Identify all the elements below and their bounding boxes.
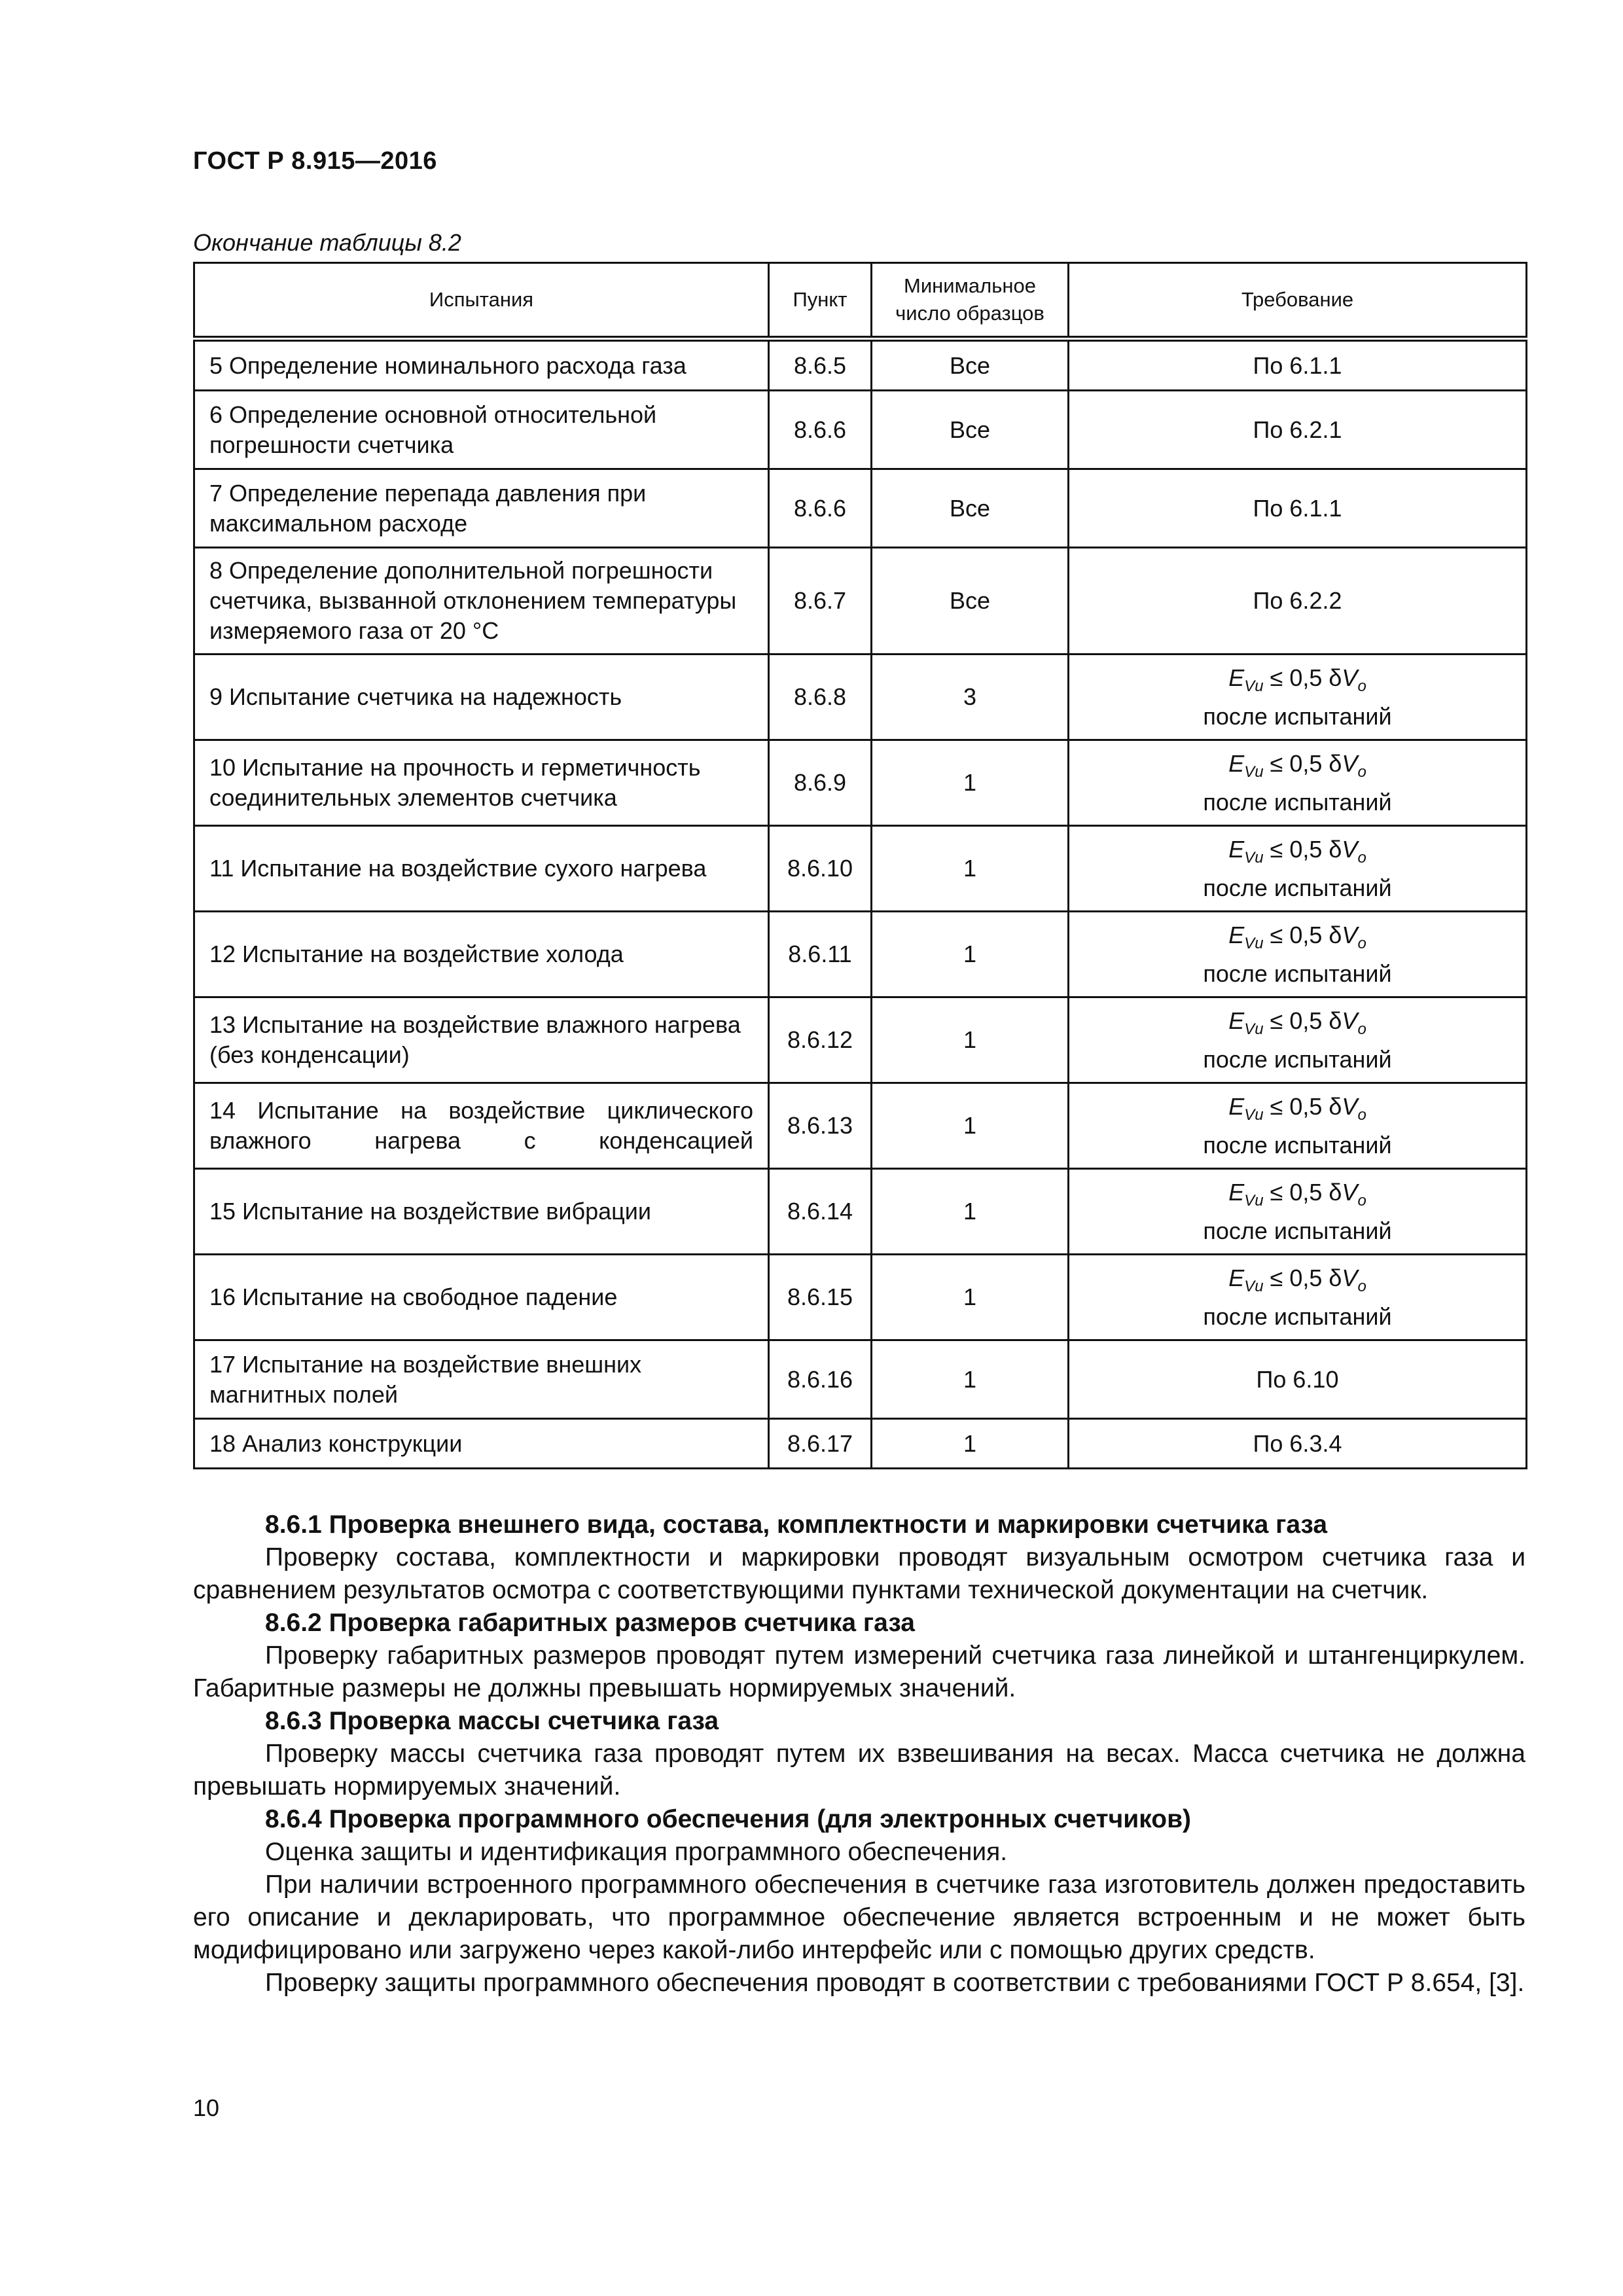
cell-requirement: По 6.2.2 [1069, 548, 1527, 655]
cell-test-name: 7 Определение перепада давления при максимальном расходе [194, 469, 769, 548]
table-row [194, 548, 1527, 655]
formula-relation: ≤ 0,5 δ [1263, 1178, 1342, 1206]
cell-min-samples: 1 [872, 826, 1069, 912]
requirement-note: после испытаний [1203, 960, 1392, 987]
formula-e-subscript: Vи [1244, 934, 1264, 952]
cell-min-samples: Все [872, 469, 1069, 548]
col-header-test: Испытания [194, 263, 769, 339]
page-number: 10 [193, 2094, 220, 2121]
formula-v-subscript: о [1357, 1277, 1366, 1295]
requirement-formula [1075, 834, 1520, 873]
table-row [194, 1169, 1527, 1255]
formula-v: V [1342, 1264, 1358, 1291]
cell-requirement [1069, 1255, 1527, 1340]
cell-test-name: 6 Определение основной относительной погрешности счетчика [194, 391, 769, 469]
formula-v-subscript: о [1357, 1191, 1366, 1210]
formula-relation: ≤ 0,5 δ [1263, 835, 1342, 863]
cell-requirement: По 6.1.1 [1069, 339, 1527, 391]
cell-test-name: 12 Испытание на воздействие холода [194, 912, 769, 997]
cell-clause: 8.6.15 [769, 1255, 872, 1340]
formula-v: V [1342, 1178, 1358, 1206]
formula-e: E [1228, 835, 1245, 863]
formula-relation: ≤ 0,5 δ [1263, 921, 1342, 948]
formula-e-subscript: Vи [1244, 1105, 1264, 1124]
cell-clause: 8.6.14 [769, 1169, 872, 1255]
formula-e-subscript: Vи [1244, 1191, 1264, 1210]
col-header-min-samples: Минимальное число образцов [872, 263, 1069, 339]
paragraph: Проверку габаритных размеров проводят путем измерений счетчика газа линейкой и штангенциркулем. Габаритные размеры не должны превышать нормируемых значений. [193, 1641, 1525, 1702]
paragraph: Проверку состава, комплектности и маркировки проводят визуальным осмотром счетчика газа и сравнением результатов осмотра с соответствующими пунктами технической документации на счетчик. [193, 1543, 1525, 1604]
requirement-formula [1075, 1092, 1520, 1130]
cell-clause: 8.6.10 [769, 826, 872, 912]
paragraph: Оценка защиты и идентификация программного обеспечения. [265, 1838, 1008, 1866]
cell-clause: 8.6.16 [769, 1340, 872, 1419]
document-header: ГОСТ Р 8.915—2016 [193, 147, 437, 175]
table-row [194, 339, 1527, 391]
cell-clause: 8.6.7 [769, 548, 872, 655]
requirement-formula [1075, 920, 1520, 959]
requirement-formula [1075, 1177, 1520, 1216]
table-row [194, 997, 1527, 1083]
table-row [194, 912, 1527, 997]
cell-requirement [1069, 1083, 1527, 1169]
cell-min-samples: 1 [872, 1083, 1069, 1169]
formula-v: V [1342, 1092, 1358, 1120]
col-header-clause: Пункт [769, 263, 872, 339]
formula-v: V [1342, 749, 1358, 777]
cell-min-samples: 1 [872, 740, 1069, 826]
cell-requirement [1069, 912, 1527, 997]
cell-min-samples: 3 [872, 655, 1069, 740]
requirement-formula [1075, 749, 1520, 787]
cell-clause: 8.6.9 [769, 740, 872, 826]
formula-v-subscript: о [1357, 762, 1366, 781]
table-caption: Окончание таблицы 8.2 [193, 229, 461, 256]
table-row [194, 391, 1527, 469]
table-row [194, 1255, 1527, 1340]
formula-relation: ≤ 0,5 δ [1263, 664, 1342, 691]
formula-e-subscript: Vи [1244, 677, 1264, 695]
formula-v: V [1342, 1007, 1358, 1034]
cell-min-samples: Все [872, 339, 1069, 391]
formula-relation: ≤ 0,5 δ [1263, 749, 1342, 777]
cell-min-samples: 1 [872, 1419, 1069, 1469]
cell-min-samples: 1 [872, 912, 1069, 997]
cell-test-name: 10 Испытание на прочность и герметичность соединительных элементов счетчика [194, 740, 769, 826]
table-row [194, 655, 1527, 740]
paragraph: При наличии встроенного программного обеспечения в счетчике газа изготовитель должен предоставить его описание и декларировать, что программное обеспечение является встроенным и не может быть модифицировано или загружено через какой-либо интерфейс или с помощью других средств. [193, 1871, 1525, 1964]
formula-v-subscript: о [1357, 677, 1366, 695]
cell-test-name: 11 Испытание на воздействие сухого нагрева [194, 826, 769, 912]
cell-test-name: 18 Анализ конструкции [194, 1419, 769, 1469]
cell-clause: 8.6.8 [769, 655, 872, 740]
paragraph: Проверку защиты программного обеспечения проводят в соответствии с требованиями ГОСТ Р 8.654, [3]. [265, 1969, 1525, 1997]
cell-requirement [1069, 826, 1527, 912]
cell-min-samples: Все [872, 391, 1069, 469]
tests-table [193, 262, 1527, 1469]
table-row [194, 1419, 1527, 1469]
table-row [194, 1340, 1527, 1419]
formula-v-subscript: о [1357, 934, 1366, 952]
formula-e: E [1228, 749, 1245, 777]
requirement-formula [1075, 663, 1520, 702]
table-row [194, 740, 1527, 826]
cell-clause: 8.6.11 [769, 912, 872, 997]
cell-clause: 8.6.17 [769, 1419, 872, 1469]
requirement-note: после испытаний [1203, 874, 1392, 901]
cell-test-name: 5 Определение номинального расхода газа [194, 339, 769, 391]
formula-v: V [1342, 664, 1358, 691]
formula-relation: ≤ 0,5 δ [1263, 1007, 1342, 1034]
cell-clause: 8.6.12 [769, 997, 872, 1083]
table-header-row [194, 263, 1527, 339]
formula-e-subscript: Vи [1244, 1020, 1264, 1038]
formula-relation: ≤ 0,5 δ [1263, 1264, 1342, 1291]
formula-e: E [1228, 1264, 1245, 1291]
formula-v: V [1342, 835, 1358, 863]
formula-e: E [1228, 1007, 1245, 1034]
formula-v: V [1342, 921, 1358, 948]
cell-clause: 8.6.5 [769, 339, 872, 391]
formula-e-subscript: Vи [1244, 848, 1264, 867]
table-row [194, 1083, 1527, 1169]
cell-test-name: 13 Испытание на воздействие влажного нагрева (без конденсации) [194, 997, 769, 1083]
cell-requirement [1069, 740, 1527, 826]
requirement-note: после испытаний [1203, 1131, 1392, 1158]
section-heading: 8.6.1 Проверка внешнего вида, состава, комплектности и маркировки счетчика газа [265, 1511, 1328, 1539]
formula-e: E [1228, 1178, 1245, 1206]
cell-requirement [1069, 655, 1527, 740]
table-body [194, 339, 1527, 1469]
cell-requirement: По 6.10 [1069, 1340, 1527, 1419]
paragraph: Проверку массы счетчика газа проводят путем их взвешивания на весах. Масса счетчика не должна превышать нормируемых значений. [193, 1740, 1525, 1801]
cell-min-samples: Все [872, 548, 1069, 655]
requirement-note: после испытаний [1203, 1045, 1392, 1073]
requirement-note: после испытаний [1203, 788, 1392, 816]
cell-requirement [1069, 1169, 1527, 1255]
cell-requirement: По 6.1.1 [1069, 469, 1527, 548]
body-text [193, 1509, 1525, 2000]
section-heading: 8.6.3 Проверка массы счетчика газа [265, 1707, 719, 1735]
formula-e: E [1228, 921, 1245, 948]
formula-e: E [1228, 664, 1245, 691]
formula-v-subscript: о [1357, 1020, 1366, 1038]
cell-test-name: 14 Испытание на воздействие циклического влажного нагрева с конденсацией [194, 1083, 769, 1169]
cell-test-name: 17 Испытание на воздействие внешних магнитных полей [194, 1340, 769, 1419]
formula-e: E [1228, 1092, 1245, 1120]
formula-v-subscript: о [1357, 1105, 1366, 1124]
cell-clause: 8.6.6 [769, 469, 872, 548]
cell-clause: 8.6.6 [769, 391, 872, 469]
cell-test-name: 9 Испытание счетчика на надежность [194, 655, 769, 740]
requirement-note: после испытаний [1203, 1302, 1392, 1330]
formula-e-subscript: Vи [1244, 762, 1264, 781]
formula-v-subscript: о [1357, 848, 1366, 867]
cell-requirement: По 6.2.1 [1069, 391, 1527, 469]
cell-min-samples: 1 [872, 1169, 1069, 1255]
requirement-note: после испытаний [1203, 702, 1392, 730]
section-heading: 8.6.4 Проверка программного обеспечения (для электронных счетчиков) [265, 1805, 1192, 1833]
section-heading: 8.6.2 Проверка габаритных размеров счетчика газа [265, 1609, 915, 1637]
col-header-requirement: Требование [1069, 263, 1527, 339]
cell-requirement [1069, 997, 1527, 1083]
requirement-note: после испытаний [1203, 1217, 1392, 1244]
cell-clause: 8.6.13 [769, 1083, 872, 1169]
cell-min-samples: 1 [872, 997, 1069, 1083]
table-row [194, 469, 1527, 548]
requirement-formula [1075, 1263, 1520, 1302]
cell-min-samples: 1 [872, 1340, 1069, 1419]
cell-test-name: 15 Испытание на воздействие вибрации [194, 1169, 769, 1255]
formula-e-subscript: Vи [1244, 1277, 1264, 1295]
cell-test-name: 8 Определение дополнительной погрешности счетчика, вызванной отклонением температуры измеряемого газа от 20 °С [194, 548, 769, 655]
table-row [194, 826, 1527, 912]
requirement-formula [1075, 1006, 1520, 1045]
cell-test-name: 16 Испытание на свободное падение [194, 1255, 769, 1340]
formula-relation: ≤ 0,5 δ [1263, 1092, 1342, 1120]
cell-requirement: По 6.3.4 [1069, 1419, 1527, 1469]
cell-min-samples: 1 [872, 1255, 1069, 1340]
